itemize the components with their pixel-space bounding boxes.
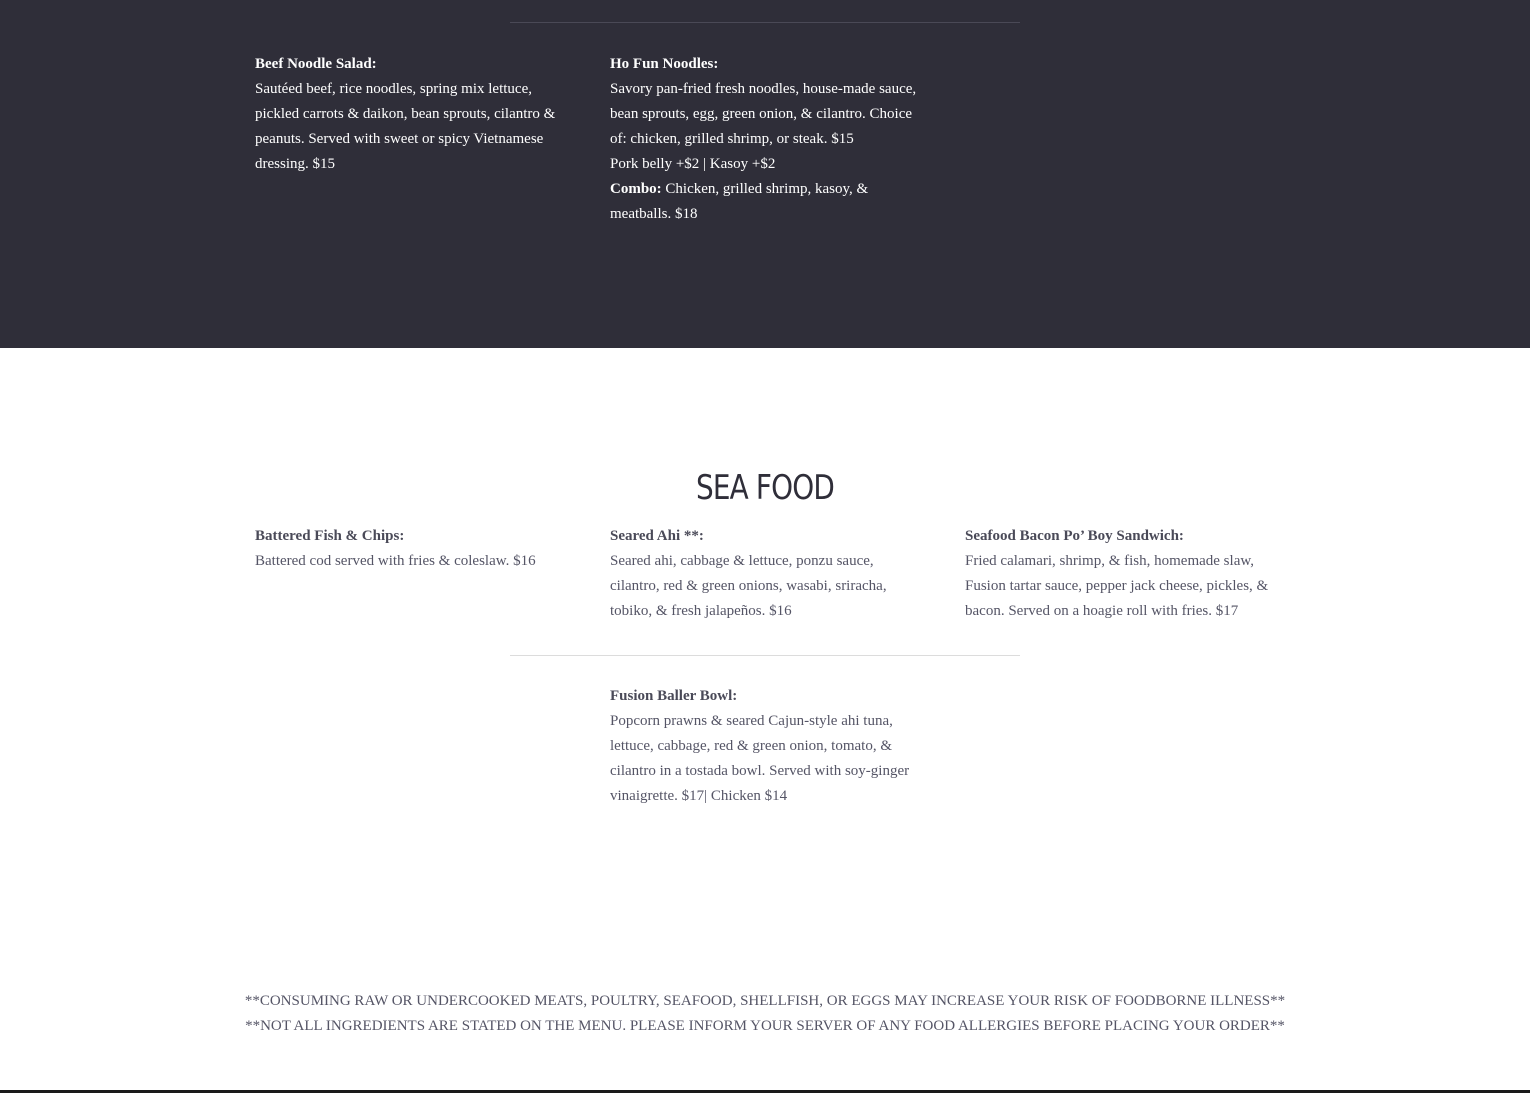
menu-item-seared-ahi	[610, 524, 910, 624]
menu-item-description: Savory pan-fried fresh noodles, house-made sauce, bean sprouts, egg, green onion, & cilantro. Choice of: chicken, grilled shrimp, or steak. $15	[610, 81, 917, 147]
disclaimer-raw-food: **CONSUMING RAW OR UNDERCOOKED MEATS, POULTRY, SEAFOOD, SHELLFISH, OR EGGS MAY INCREASE YOUR RISK OF FOODBORNE ILLNESS**	[244, 993, 1286, 1009]
menu-item-name: Ho Fun Noodles:	[610, 56, 719, 72]
disclaimer-ingredients: **NOT ALL INGREDIENTS ARE STATED ON THE MENU. PLEASE INFORM YOUR SERVER OF ANY FOOD ALLERGIES BEFORE PLACING YOUR ORDER**	[245, 1018, 1285, 1034]
menu-item-seafood-po-boy	[965, 524, 1280, 624]
menu-item-description: Battered cod served with fries & coleslaw. $16	[255, 553, 536, 569]
menu-item-name: Battered Fish & Chips:	[255, 528, 405, 544]
section-title: SEA FOOD	[695, 468, 835, 508]
menu-item-description: Popcorn prawns & seared Cajun-style ahi tuna, lettuce, cabbage, red & green onion, tomato, & cilantro in a tostada bowl. Served with soy-ginger vinaigrette. $17| Chicken $14	[610, 713, 910, 804]
allergy-disclaimer	[0, 989, 1530, 1039]
menu-item-description: Fried calamari, shrimp, & fish, homemade slaw, Fusion tartar sauce, pepper jack cheese, pickles, & bacon. Served on a hoagie roll with fries. $17	[965, 553, 1269, 619]
noodles-section	[0, 0, 1530, 348]
menu-item-battered-fish-chips	[255, 524, 565, 574]
menu-item-description: Seared ahi, cabbage & lettuce, ponzu sauce, cilantro, red & green onions, wasabi, sriracha, tobiko, & fresh jalapeños. $16	[610, 553, 887, 619]
menu-item-name: Seafood Bacon Po’ Boy Sandwich:	[965, 528, 1184, 544]
menu-item-combo	[610, 177, 922, 227]
menu-item-name: Seared Ahi **:	[610, 528, 704, 544]
section-divider	[510, 655, 1020, 656]
menu-item-ho-fun-noodles	[610, 52, 922, 227]
menu-item-name: Fusion Baller Bowl:	[610, 688, 738, 704]
menu-item-name: Beef Noodle Salad:	[255, 56, 377, 72]
combo-text: Chicken, grilled shrimp, kasoy, & meatballs. $18	[610, 181, 869, 222]
menu-item-fusion-baller-bowl	[610, 684, 915, 809]
menu-item-beef-noodle-salad	[255, 52, 565, 177]
section-divider	[510, 22, 1020, 23]
combo-label: Combo:	[610, 181, 662, 197]
menu-item-description: Sautéed beef, rice noodles, spring mix lettuce, pickled carrots & daikon, bean sprouts, cilantro & peanuts. Served with sweet or spicy Vietnamese dressing. $15	[255, 81, 556, 172]
menu-item-addons: Pork belly +$2 | Kasoy +$2	[610, 156, 776, 172]
